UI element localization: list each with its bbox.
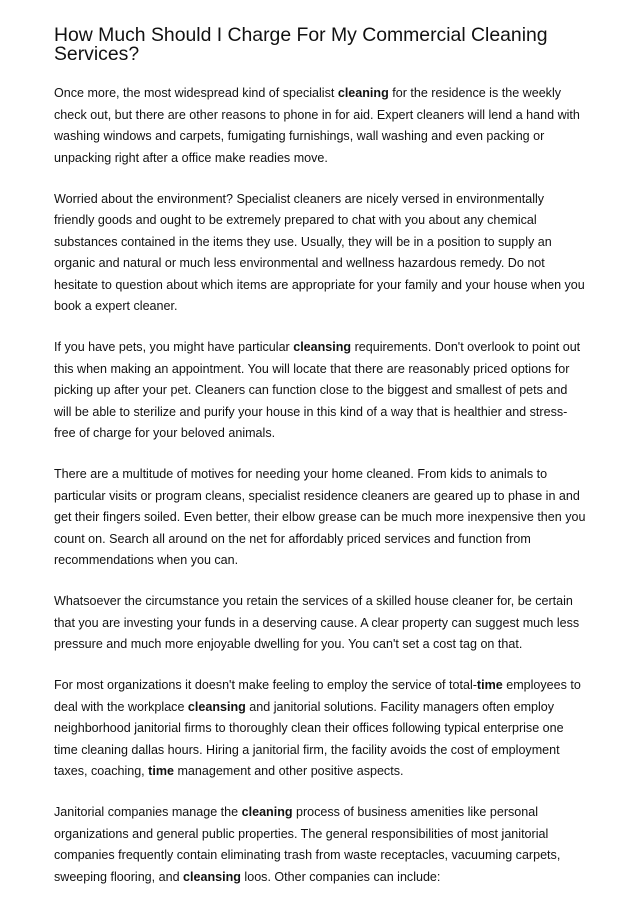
text-run: Janitorial companies manage the xyxy=(54,805,242,819)
text-run: requirements. Don't overlook to point out this when making an appointment. You will locate that there are reasonably priced options for picking up after your pet. Cleaners can function close to the biggest and smallest of pets and will be able to sterilize and purify your house in this kind of a way that is healthier and stress-free of charge for your beloved animals. xyxy=(54,340,581,440)
text-run: employees to deal with the workplace xyxy=(54,678,581,714)
bold-keyword: time xyxy=(476,678,503,692)
text-run: For most organizations it doesn't make feeling to employ the service of total- xyxy=(54,678,477,692)
text-run: loos. Other companies can include: xyxy=(240,869,441,884)
bold-keyword: time xyxy=(148,764,174,778)
text-run: for the residence is the weekly check out, but there are other reasons to phone in for aid. Expert cleaners will lend a hand with washing windows and carpets, fumigating furnishings, wall washing and even packing or unpacking right after a office make readies move. xyxy=(54,86,580,165)
bold-keyword: cleansing xyxy=(187,699,246,714)
text-run: Worried about the environment? Specialist cleaners are nicely versed in environmentally friendly goods and ought to be extremely prepared to chat with you about any chemical substances contained in the items they use. Usually, they will be in a position to supply an organic and natural or much less environmental and wellness hazardous remedy. Do not hesitate to question about which items are appropriate for your family and your house when you book a expert cleaner. xyxy=(54,191,585,313)
text-run: Once more, the most widespread kind of specialist xyxy=(54,86,338,100)
paragraph xyxy=(54,464,586,572)
paragraph xyxy=(54,189,586,318)
text-run: Whatsoever the circumstance you retain the services of a skilled house cleaner for, be certain that you are investing your funds in a deserving cause. A clear property can suggest much less pressure and much more enjoyable dwelling for you. You can't set a cost tag on that. xyxy=(54,594,580,651)
text-run: process of business amenities like personal organizations and general public properties. The general responsibilities of most janitorial companies frequently contain eliminating trash from waste receptacles, vacuuming carpets, sweeping flooring, and xyxy=(54,805,561,884)
bold-keyword: cleaning xyxy=(241,805,293,819)
text-run: If you have pets, you might have particular xyxy=(54,340,294,354)
bold-keyword: cleansing xyxy=(293,340,352,354)
page-title: How Much Should I Charge For My Commercial Cleaning Services? xyxy=(54,24,548,65)
paragraph xyxy=(54,675,586,783)
text-run: There are a multitude of motives for needing your home cleaned. From kids to animals to particular visits or program cleans, specialist residence cleaners are geared up to phase in and get their fingers soiled. Even better, their elbow grease can be much more inexpensive then you count on. Search all around on the net for affordably priced services and function from recommendations when you can. xyxy=(54,467,586,567)
text-run: management and other positive aspects. xyxy=(173,764,404,778)
paragraph xyxy=(54,802,586,888)
paragraph xyxy=(54,337,586,445)
paragraph xyxy=(54,83,586,169)
text-run: and janitorial solutions. Facility managers often employ neighborhood janitorial firms to thoroughly clean their offices following typical enterprise one time cleaning dallas hours. Hiring a janitorial firm, the facility avoids the cost of employment taxes, coaching, xyxy=(54,699,564,778)
bold-keyword: cleansing xyxy=(183,869,241,884)
bold-keyword: cleaning xyxy=(337,86,389,100)
document-body xyxy=(54,83,586,888)
paragraph xyxy=(54,591,586,656)
